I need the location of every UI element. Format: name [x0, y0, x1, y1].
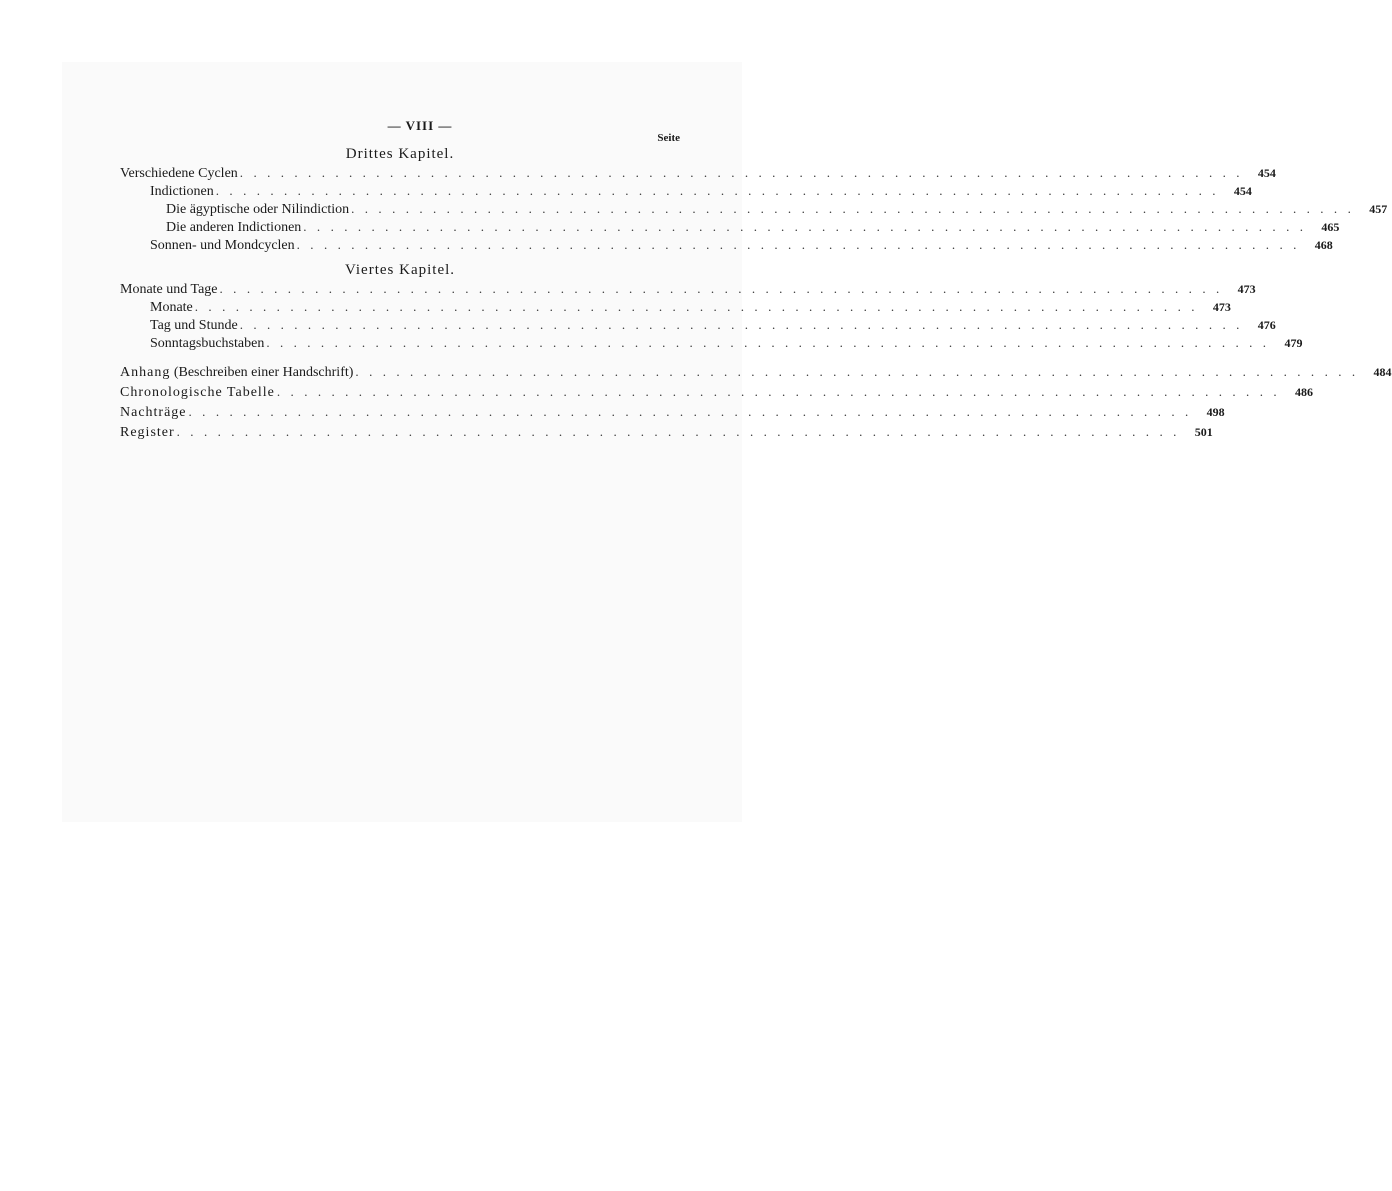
chapter-heading: Viertes Kapitel. [344, 262, 456, 278]
leader-dots: .......................................................................... [239, 165, 1250, 180]
seite-column-label: Seite [657, 132, 680, 144]
toc-entry[interactable] [120, 218, 1340, 236]
leader-dots: .......................................................................... [194, 299, 1205, 314]
toc-entry-page: 454 [1257, 166, 1276, 180]
page-number-header: — VIII — [387, 118, 453, 133]
toc-entry-label [120, 423, 177, 443]
toc-entry-label: Indictionen [150, 184, 214, 199]
toc-entry-page: 498 [1206, 405, 1225, 419]
leader-dots: .......................................................................... [266, 335, 1277, 350]
toc-entry-page: 484 [1373, 365, 1392, 379]
toc-entry-label: Monate und Tage [120, 282, 218, 297]
toc-entry-page: 457 [1369, 202, 1388, 216]
toc-entry[interactable] [120, 164, 1276, 182]
leader-dots: .......................................................................... [215, 183, 1226, 198]
toc-entry[interactable] [120, 200, 1388, 218]
leader-dots: .......................................................................... [355, 364, 1366, 379]
toc-entry-label: Verschiedene Cyclen [120, 166, 238, 181]
toc-entry-nachtraege[interactable] [120, 402, 1225, 422]
toc-entry-page: 468 [1314, 238, 1333, 252]
toc-entry-page: 473 [1212, 300, 1231, 314]
toc-entry[interactable] [120, 298, 1231, 316]
toc-entry-label-rest: (Beschreiben einer Handschrift) [170, 365, 354, 380]
toc-entry[interactable] [120, 280, 1256, 298]
toc-entry-label [120, 403, 189, 423]
toc-entry-page: 473 [1237, 282, 1256, 296]
toc-entry-label: Sonntagsbuchstaben [150, 336, 265, 351]
toc-entry-label: Sonnen- und Mondcyclen [150, 238, 295, 253]
toc-entry-label: Monate [150, 300, 193, 315]
leader-dots: .......................................................................... [219, 281, 1230, 296]
leader-dots: .......................................................................... [239, 317, 1250, 332]
leader-dots: .......................................................................... [176, 424, 1187, 439]
toc-entry-label-main: Anhang [120, 365, 171, 380]
toc-entry-page: 501 [1194, 425, 1213, 439]
toc-entry-page: 479 [1284, 336, 1303, 350]
table-of-contents [120, 144, 1392, 442]
toc-entry-label-main: Register [120, 425, 175, 440]
leader-dots: .......................................................................... [303, 219, 1314, 234]
toc-entry-label-main: Nachträge [120, 405, 187, 420]
toc-entry[interactable] [120, 236, 1333, 254]
toc-entry-label: Tag und Stunde [150, 318, 238, 333]
toc-entry[interactable] [120, 334, 1303, 352]
toc-entry-label-main: Chronologische Tabelle [120, 385, 275, 400]
toc-entry-label [120, 363, 355, 383]
toc-entry-page: 476 [1257, 318, 1276, 332]
toc-entry[interactable] [120, 316, 1276, 334]
leader-dots: .......................................................................... [276, 384, 1288, 399]
toc-entry-chronologische-tabelle[interactable] [120, 382, 1314, 402]
toc-entry-label: Die ägyptische oder Nilindiction [166, 202, 350, 217]
toc-entry-label: Die anderen Indictionen [166, 220, 302, 235]
toc-entry-page: 486 [1295, 385, 1314, 399]
toc-entry-page: 454 [1233, 184, 1252, 198]
leader-dots: .......................................................................... [296, 237, 1307, 252]
leader-dots: .......................................................................... [188, 404, 1199, 419]
toc-entry-label [120, 383, 277, 403]
leader-dots: .......................................................................... [351, 201, 1362, 216]
toc-entry-appendix[interactable] [120, 362, 1392, 382]
toc-entry[interactable] [120, 182, 1252, 200]
toc-entry-register[interactable] [120, 422, 1213, 442]
toc-entry-page: 465 [1321, 220, 1340, 234]
chapter-heading: Drittes Kapitel. [345, 146, 455, 162]
